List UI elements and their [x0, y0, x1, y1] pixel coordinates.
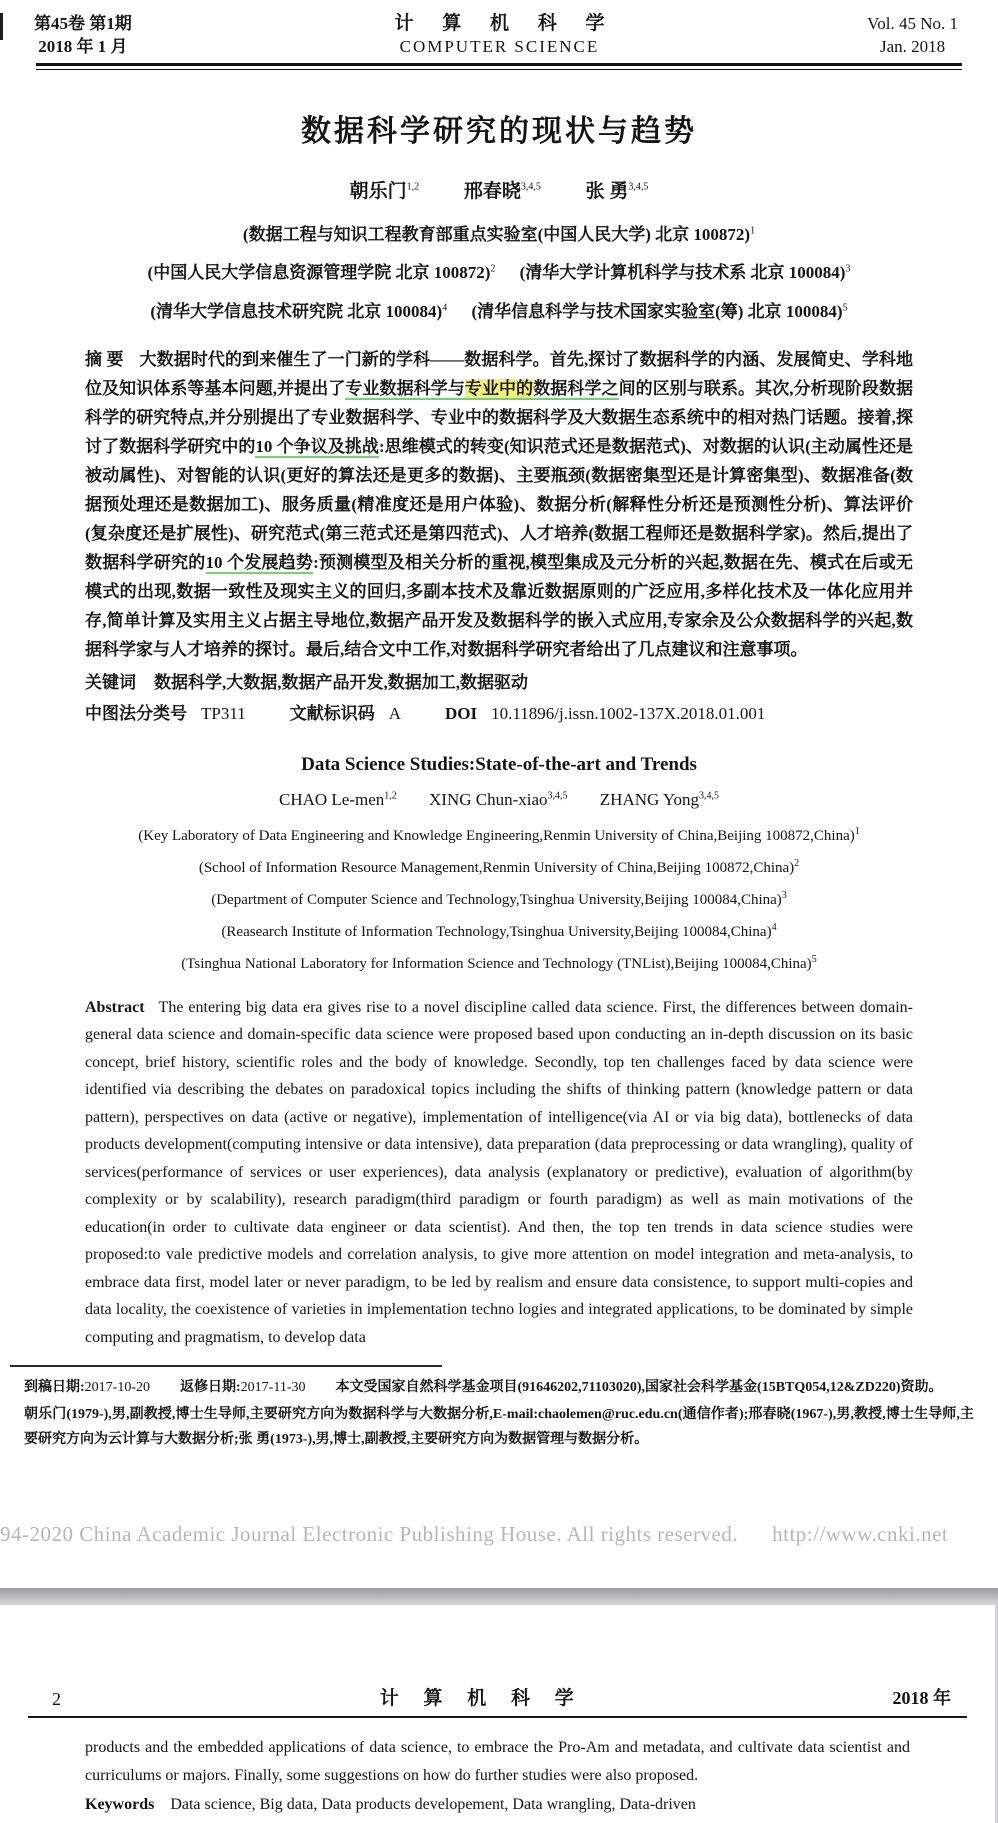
doi-value: 10.11896/j.issn.1002-137X.2018.01.001: [491, 703, 766, 723]
abstract-cn-text: 间的区别与联系。其次,分析现阶段数据科学的研究特点,并分别提出了专业数据科学、专业中的数据科学及大数据生态系统中的相对热门话题。接着,探讨了数据科学研究中的: [85, 378, 914, 456]
underlined-phrase: 数据科学之: [533, 378, 619, 398]
keywords-cn: [85, 668, 913, 697]
header-rule: [36, 63, 962, 70]
author-en: XING Chun-xiao$^{3,4,5}$: [429, 789, 568, 809]
affiliation-row: [0, 290, 998, 329]
affiliation-row: [0, 252, 998, 291]
received-label: 到稿日期:: [24, 1380, 85, 1396]
volume-line-cn: 第45卷 第1期: [34, 14, 132, 33]
author-affil-sup: 3,4,5: [628, 181, 649, 193]
received-date: 2017-10-20: [84, 1380, 150, 1396]
page2-header-rule: [28, 1716, 967, 1718]
affiliation: (数据工程与知识工程教育部重点实验室(中国人民大学) 北京 100872)$^1$: [242, 224, 756, 244]
article-title-en: Data Science Studies:State-of-the-art and Trends: [301, 753, 697, 775]
keywords-en-text: Data science, Big data, Data products developement, Data wrangling, Data-driven: [170, 1796, 696, 1813]
cnki-watermark: [0, 1522, 998, 1547]
author-name: 邢春晓: [463, 181, 521, 202]
page2-header: [0, 1605, 995, 1710]
underlined-phrase: 专业数据科学与: [345, 378, 465, 398]
affiliation-en: (Tsinghua National Laboratory for Information Science and Technology (TNList),Beijing 100084,China)$^5$: [181, 953, 817, 972]
journal-header: [0, 0, 998, 58]
date-line-en: Jan. 2018: [879, 37, 946, 56]
author-affil-sup: 3,4,5: [520, 181, 541, 193]
clc-label: 中图法分类号: [85, 703, 187, 723]
revised-date: 2017-11-30: [240, 1380, 306, 1396]
running-year: 2018 年: [892, 1688, 951, 1708]
affiliation-en: (Department of Computer Science and Technology,Tsinghua University,Beijing 100084,China)$^3$: [211, 889, 787, 908]
author-en: ZHANG Yong$^{3,4,5}$: [599, 789, 719, 809]
abstract-en-label: Abstract: [85, 998, 145, 1016]
author-list-cn: [0, 176, 998, 203]
author-affil-sup: 1,2: [406, 181, 420, 193]
doi-label: DOI: [445, 703, 478, 723]
volume-issue-en: [867, 12, 958, 58]
date-line-cn: 2018 年 1 月: [38, 37, 128, 56]
underlined-phrase: 10 个争议及挑战: [255, 436, 379, 456]
underlined-phrase: 10 个发展趋势: [205, 552, 314, 572]
funding-note: 本文受国家自然科学基金项目(91646202,71103020),国家社会科学基金(15BTQ054,12&ZD220)资助。: [335, 1380, 943, 1396]
keywords-cn-label: 关键词: [85, 672, 136, 692]
affiliation-en: (Reasearch Institute of Information Technology,Tsinghua University,Beijing 100084,China)$^4$: [221, 921, 777, 940]
abstract-cn: [85, 345, 913, 664]
author: [464, 181, 541, 202]
author: [350, 181, 420, 202]
affiliation: (清华信息科学与技术国家实验室(筹) 北京 100084)$^5$: [471, 301, 848, 321]
affiliation: (中国人民大学信息资源管理学院 北京 100872)$^2$: [147, 263, 496, 283]
doc-code-value: A: [388, 703, 401, 723]
author: [586, 181, 649, 202]
abstract-cn-text: :思维模式的转变(知识范式还是数据范式)、对数据的认识(主动属性还是被动属性)、对智能的认识(更好的算法还是更多的数据)、主要瓶颈(数据密集型还是计算密集型)、数据准备(数据预处理还是数据加工)、服务质量(精准度还是用户体验)、数据分析(解释性分析还是预测性分析)、算法评价(复杂度还是扩展性)、研究范式(第三范式还是第四范式)、人才培养(数据工程师还是数据科学家)。然后,提出了数据科学研究的: [85, 436, 913, 572]
scan-artifact: [0, 13, 3, 40]
page-2: [0, 1605, 998, 1823]
volume-issue-cn: [34, 12, 132, 58]
classification-line: [85, 699, 913, 728]
abstract-en: [85, 994, 913, 1352]
author-bio: 朝乐门(1979-),男,副教授,博士生导师,主要研究方向为数据科学与大数据分析,E-mail:chaolemen@ruc.edu.cn(通信作者);邢春晓(1967-),男,教授,博士生导师,主要研究方向为云计算与大数据分析;张 勇(1973-),男,博士,副教授,主要研究方向为数据管理与数据分析。: [24, 1407, 974, 1448]
footnote-rule: [10, 1365, 442, 1367]
author-en: CHAO Le-men$^{1,2}$: [279, 789, 397, 809]
author-name: 张 勇: [585, 181, 629, 202]
journal-title-cn: 计 算 机 科 学: [394, 13, 617, 34]
author-list-en: [0, 790, 998, 810]
journal-title-en: COMPUTER SCIENCE: [399, 37, 600, 56]
running-title: 计 算 机 科 学: [379, 1688, 584, 1709]
footnote: [24, 1375, 974, 1452]
page-separator: [0, 1588, 998, 1605]
clc-value: TP311: [201, 703, 246, 723]
abstract-cn-text: 大数据时代的到来催生了一门新的学科——数据科学。首先,探讨了数据科学的内涵、发展简史、学科地位及知识体系等基本问题,并提出了: [85, 349, 914, 398]
article-title-cn: 数据科学研究的现状与趋势: [301, 115, 697, 148]
affiliation: (清华大学信息技术研究院 北京 100084)$^4$: [150, 301, 448, 321]
author-name: 朝乐门: [349, 181, 407, 202]
watermark-text: 94-2020 China Academic Journal Electronic Publishing House. All rights reserved.: [0, 1522, 739, 1546]
doc-code-label: 文献标识码: [289, 703, 375, 723]
watermark-url: http://www.cnki.net: [772, 1522, 949, 1546]
volume-line-en: Vol. 45 No. 1: [867, 14, 958, 33]
keywords-en-label: Keywords: [85, 1796, 155, 1813]
affiliation: (清华大学计算机科学与技术系 北京 100084)$^3$: [519, 263, 851, 283]
affiliation-row: [0, 213, 998, 252]
abstract-cn-text: :预测模型及相关分析的重视,模型集成及元分析的兴起,数据在先、模式在后或无模式的出现,数据一致性及现实主义的回归,多副本技术及靠近数据原则的广泛应用,多样化技术及一体化应用并存,简单计算及实用主义占据主导地位,数据产品开发及数据科学的嵌入式应用,专家余及公众数据科学的兴起,数据科学家与人才培养的探讨。最后,结合文中工作,对数据科学研究者给出了几点建议和注意事项。: [85, 552, 913, 659]
keywords-cn-text: 数据科学,大数据,数据产品开发,数据加工,数据驱动: [154, 672, 528, 692]
page-number: 2: [52, 1689, 61, 1709]
keywords-en: [85, 1791, 910, 1819]
affiliation-en: (School of Information Resource Management,Renmin University of China,Beijing 100872,China)$^2$: [198, 857, 800, 876]
affiliations-cn: [0, 213, 998, 329]
abstract-en-continued: products and the embedded applications of data science, to embrace the Pro-Am and metadata, and cultivate data scientist and curriculums or majors. Finally, some suggestions on how do further studies were also proposed.: [85, 1739, 910, 1784]
revised-label: 返修日期:: [180, 1380, 241, 1396]
affiliation-en: (Key Laboratory of Data Engineering and Knowledge Engineering,Renmin University of China,Beijing 100872,China)$^1$: [138, 825, 860, 844]
abstract-en-text: The entering big data era gives rise to a novel discipline called data science. First, the differences between domain-general data science and domain-specific data science were proposed based upon conducting an in-depth discussion on its basic concept, brief history, scientific roles and the body of knowledge. Secondly, top ten challenges faced by data science were identified via describing the debates on paradoxical topics including the shifts of thinking pattern (knowledge pattern or data pattern), perspectives on data (active or negative), implementation of intelligence(via AI or via big data), bottlenecks of data products development(computing intensive or data intensive), data preparation (data preprocessing or data wrangling), quality of services(performance of services or user experiences), data analysis (explanatory or predictive), evaluation of algorithm(by complexity or by scalability), research paradigm(third paradigm or fourth paradigm) as well as main motivations of the education(in order to cultivate data engineer or data scientist). And then, the top ten trends in data science studies were proposed:to vale predictive models and correlation analysis, to give more attention on model integration and meta-analysis, to embrace data first, model later or never paradigm, to be led by realism and ensure data consistence, to support multi-copies and data locality, the coexistence of varieties in implementation techno logies and integrated applications, to be dominated by simple computing and pragmatism, to develop data: [85, 998, 913, 1346]
highlighted-phrase: 专业中的: [464, 378, 534, 398]
journal-title: [382, 12, 616, 58]
affiliations-en: [0, 818, 998, 978]
abstract-cn-label: 摘 要: [85, 349, 124, 369]
